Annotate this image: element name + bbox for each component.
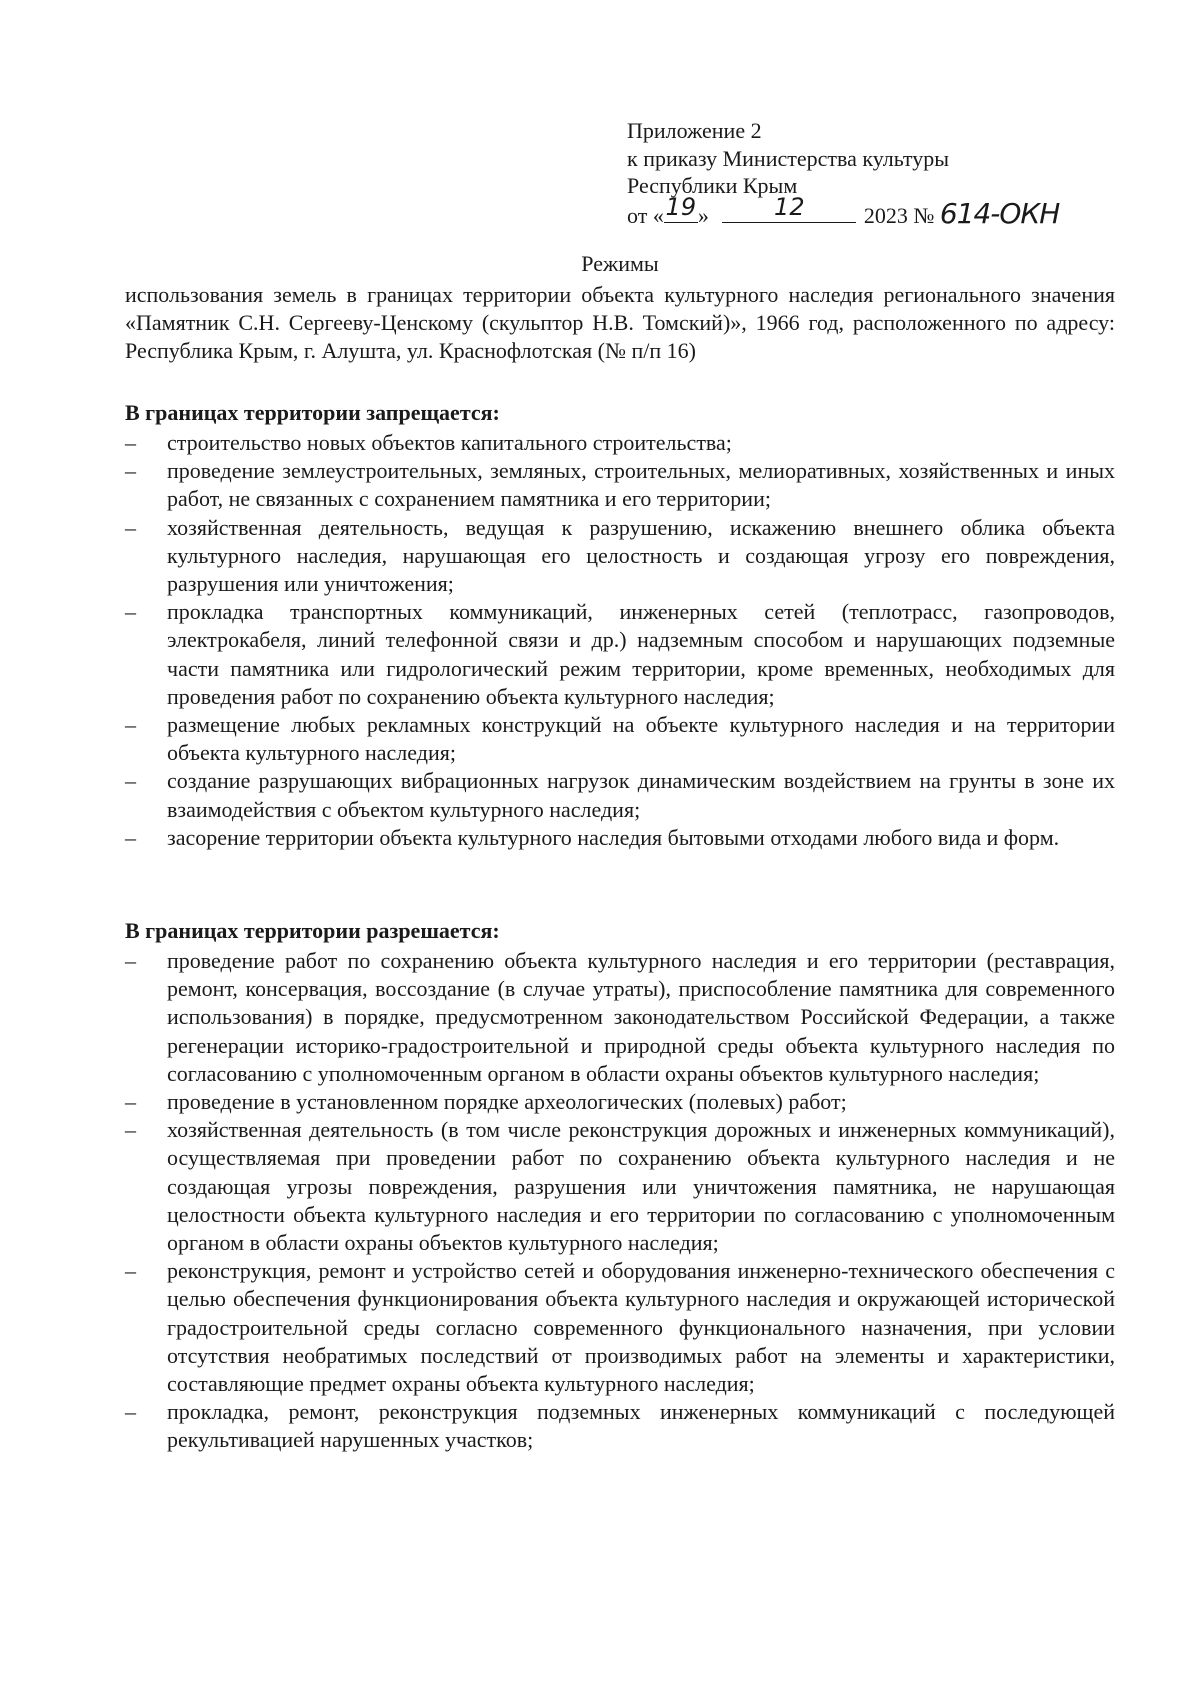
list-item-text: создание разрушающих вибрационных нагрузок динамическим воздействием на грунты в зоне их взаимодействия с объектом культурного наследия; (167, 768, 1115, 822)
list-item-text: проведение в установленном порядке археологических (полевых) работ; (167, 1089, 847, 1115)
list-item-text: размещение любых рекламных конструкций на объекте культурного наследия и на территории объекта культурного наследия; (167, 712, 1115, 766)
handwritten-month: 12 (774, 193, 805, 221)
list-item-text: хозяйственная деятельность (в том числе реконструкция дорожных и инженерных коммуникаций), осуществляемая при проведении работ по сохранению объекта культурного наследия и не создающая угрозы повреждения, разрушения или уничтожения памятника, не нарушающая целостности объекта культурного наследия и его территории по согласованию с уполномоченным органом в области охраны объектов культурного наследия; (167, 1117, 1115, 1256)
month-blank (722, 193, 856, 223)
list-item-text: прокладка, ремонт, реконструкция подземных инженерных коммуникаций с последующей рекультивацией нарушенных участков; (167, 1399, 1115, 1453)
list-dash: – (125, 948, 136, 973)
page-subtitle: использования земель в границах территории объекта культурного наследия регионального значения «Памятник С.Н. Сергееву-Ценскому (скульптор Н.В. Томский)», 1966 год, расположенного по адресу: Республика Крым, г. Алушта, ул. Краснофлотская (№ п/п 16) (125, 282, 1115, 363)
prohibited-list-item (125, 457, 1115, 513)
list-dash: – (125, 430, 136, 455)
list-dash: – (125, 1399, 136, 1425)
date-prefix: от « (627, 202, 664, 228)
appendix-line-3: Республики Крым (627, 173, 798, 198)
day-blank (664, 193, 698, 223)
appendix-line-1: Приложение 2 (627, 118, 762, 143)
allowed-list (125, 947, 1115, 1455)
list-item-text: строительство новых объектов капитального строительства; (167, 430, 732, 455)
list-item-text: проведение работ по сохранению объекта культурного наследия и его территории (реставрация, ремонт, консервация, воссоздание (в случае утраты), приспособление памятника для современного использования) в порядке, предусмотренном законодательством Российской Федерации, а также регенерации историко-градостроительной и природной среды объекта культурного наследия по согласованию с уполномоченным органом в области охраны объектов культурного наследия; (167, 948, 1115, 1086)
prohibited-list-item (125, 598, 1115, 711)
list-dash: – (125, 514, 136, 540)
allowed-list-item (125, 1257, 1115, 1398)
list-dash: – (125, 1089, 136, 1115)
list-item-text: проведение землеустроительных, земляных, строительных, мелиоративных, хозяйственных и иных работ, не связанных с сохранением памятника и его территории; (167, 458, 1115, 512)
list-dash: – (125, 824, 136, 850)
appendix-block (627, 117, 1059, 229)
day-close: » (697, 202, 709, 228)
appendix-line-2: к приказу Министерства культуры (627, 145, 950, 171)
handwritten-order-number: 614-ОКН (939, 196, 1060, 230)
page-title: Режимы (581, 251, 659, 276)
list-dash: – (125, 599, 136, 625)
list-dash: – (125, 1258, 136, 1284)
prohibited-list-item (125, 514, 1115, 599)
year-number-label: 2023 № (863, 202, 935, 228)
prohibited-heading: В границах территории запрещается: (125, 400, 500, 425)
list-dash: – (125, 1117, 136, 1143)
appendix-date-line (627, 193, 1060, 230)
prohibited-list-item (125, 767, 1115, 823)
allowed-list-item (125, 1116, 1115, 1257)
allowed-heading: В границах территории разрешается: (125, 918, 500, 943)
list-dash: – (125, 768, 136, 794)
list-item-text: хозяйственная деятельность, ведущая к разрушению, искажению внешнего облика объекта культурного наследия, нарушающая его целостность и создающая угрозу его повреждения, разрушения или уничтожения; (167, 514, 1115, 597)
prohibited-list-item (125, 824, 1115, 852)
allowed-list-item (125, 1088, 1115, 1116)
handwritten-day: 19 (665, 193, 697, 221)
allowed-list-item (125, 947, 1115, 1088)
list-item-text: засорение территории объекта культурного наследия бытовыми отходами любого вида и форм. (167, 824, 1060, 850)
prohibited-list-item (125, 711, 1115, 767)
list-item-text: прокладка транспортных коммуникаций, инженерных сетей (теплотрасс, газопроводов, электрокабеля, линий телефонной связи и др.) надземным способом и нарушающих подземные части памятника или гидрологический режим территории, кроме временных, необходимых для проведения работ по сохранению объекта культурного наследия; (167, 599, 1115, 709)
prohibited-list-item (125, 429, 1115, 457)
prohibited-list (125, 429, 1115, 852)
allowed-list-item (125, 1398, 1115, 1454)
list-dash: – (125, 712, 136, 738)
list-item-text: реконструкция, ремонт и устройство сетей и оборудования инженерно-технического обеспечения с целью обеспечения функционирования объекта культурного наследия и окружающей исторической градостроительной среды согласно современного функционального назначения, при условии отсутствия необратимых последствий от производимых работ на элементы и характеристики, составляющие предмет охраны объекта культурного наследия; (167, 1258, 1115, 1397)
list-dash: – (125, 458, 136, 484)
